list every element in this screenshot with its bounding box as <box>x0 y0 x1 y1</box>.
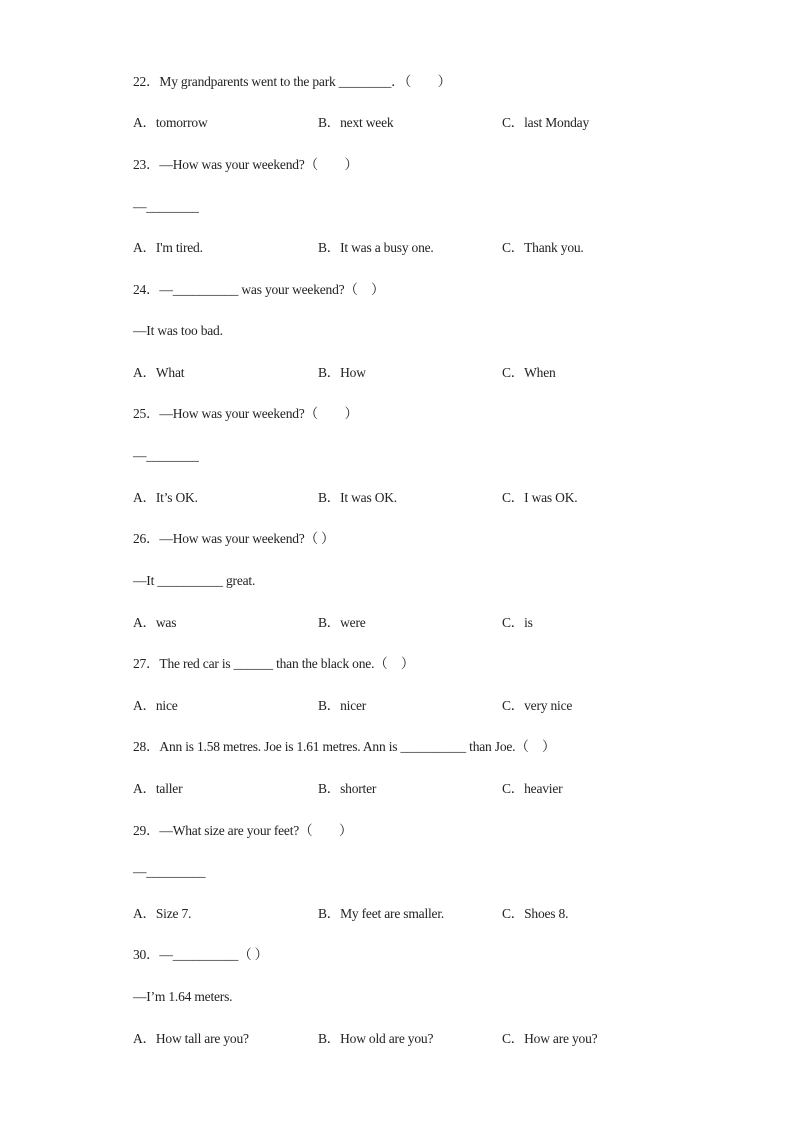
question-28-option-a: A．taller <box>133 781 183 796</box>
question-25-stem: 25．—How was your weekend?（ ） <box>133 406 358 421</box>
question-27-option-c: C．very nice <box>502 698 573 713</box>
question-30-reply: —I’m 1.64 meters. <box>133 989 233 1004</box>
question-22-option-b: B．next week <box>318 115 394 130</box>
question-29-option-b: B．My feet are smaller. <box>318 906 445 921</box>
question-23-stem: 23．—How was your weekend?（ ） <box>133 157 358 172</box>
question-22-stem: 22．My grandparents went to the park ________．（ ） <box>133 74 451 89</box>
question-27-stem: 27．The red car is ______ than the black one.（ ） <box>133 656 415 671</box>
question-22-option-c: C．last Monday <box>502 115 590 130</box>
question-26-option-a: A．was <box>133 615 177 630</box>
question-26-reply: —It __________ great. <box>133 573 256 588</box>
question-23-option-b: B．It was a busy one. <box>318 240 434 255</box>
question-24-reply: —It was too bad. <box>133 323 223 338</box>
question-23-reply: —________ <box>133 199 199 214</box>
question-26-option-b: B．were <box>318 615 366 630</box>
question-30-stem: 30．—__________（ ） <box>133 947 268 962</box>
question-22-option-a: A．tomorrow <box>133 115 208 130</box>
question-24-option-b: B．How <box>318 365 366 380</box>
question-30-option-c: C．How are you? <box>502 1031 598 1046</box>
question-27-option-a: A．nice <box>133 698 178 713</box>
question-28-stem: 28．Ann is 1.58 metres. Joe is 1.61 metres. Ann is __________ than Joe.（ ） <box>133 739 556 754</box>
question-26-option-c: C．is <box>502 615 533 630</box>
question-25-option-c: C．I was OK. <box>502 490 578 505</box>
question-30-option-b: B．How old are you? <box>318 1031 434 1046</box>
question-28-option-c: C．heavier <box>502 781 563 796</box>
question-25-option-a: A．It’s OK. <box>133 490 198 505</box>
question-29-option-a: A．Size 7. <box>133 906 192 921</box>
question-29-reply: —_________ <box>133 864 206 879</box>
question-28-option-b: B．shorter <box>318 781 377 796</box>
question-30-option-a: A．How tall are you? <box>133 1031 249 1046</box>
question-25-reply: —________ <box>133 448 199 463</box>
question-26-stem: 26．—How was your weekend?（ ） <box>133 531 335 546</box>
question-29-stem: 29．—What size are your feet?（ ） <box>133 823 353 838</box>
question-29-option-c: C．Shoes 8. <box>502 906 569 921</box>
question-23-option-a: A．I'm tired. <box>133 240 203 255</box>
question-27-option-b: B．nicer <box>318 698 367 713</box>
question-23-option-c: C．Thank you. <box>502 240 584 255</box>
question-24-stem: 24．—__________ was your weekend?（ ） <box>133 282 385 297</box>
question-25-option-b: B．It was OK. <box>318 490 397 505</box>
question-24-option-c: C．When <box>502 365 556 380</box>
question-24-option-a: A．What <box>133 365 185 380</box>
